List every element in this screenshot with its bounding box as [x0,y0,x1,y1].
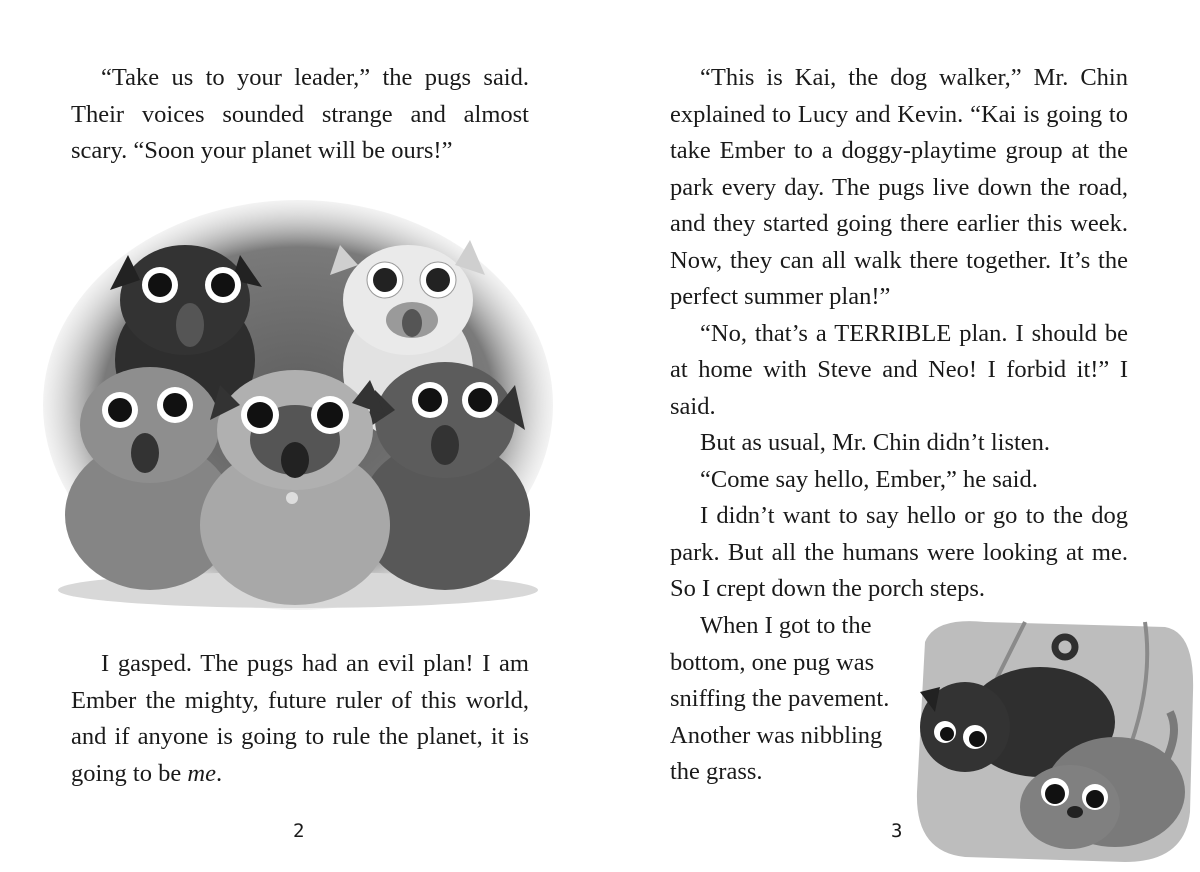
dark-gray-pug [360,362,530,590]
wrapped-line: sniffing the pavement. [670,685,890,712]
left-top-text [71,60,529,170]
wrapped-line: bottom, one pug was [670,648,875,676]
emphasis: me [187,759,216,787]
pugs-walking-illustration [905,612,1200,867]
wrapped-line: When I got to the [700,612,872,639]
right-text [670,60,1128,608]
paragraph: “No, that’s a TERRIBLE plan. I should be at home with Steve and Neo! I forbid it!” I said. [670,319,1128,420]
paragraph: I didn’t want to say hello or go to the dog park. But all the humans were looking at me. So I crept down the porch steps. [670,502,1128,602]
page-number: 3 [891,820,903,842]
page-number: 2 [293,820,305,842]
fawn-pug [200,370,390,605]
right-wrapped-text [670,608,910,791]
paragraph: I gasped. The pugs had an evil plan! I am Ember the mighty, future ruler of this world, and if anyone is going to rule the planet, it is going to be me. [71,650,529,787]
wrapped-line: Another was nibbling [670,721,883,749]
paragraph: “Take us to your leader,” the pugs said. Their voices sounded strange and almost scary. “Soon your planet will be ours!” [71,64,529,164]
paragraph: But as usual, Mr. Chin didn’t listen. [700,429,1051,456]
pugs-group-illustration [40,195,555,615]
paragraph: “Come say hello, Ember,” he said. [700,465,1038,493]
left-bottom-text [71,646,529,792]
wrapped-line: the grass. [670,758,763,785]
paragraph: “This is Kai, the dog walker,” Mr. Chin explained to Lucy and Kevin. “Kai is going to take Ember to a doggy-playtime group at the park every day. The pugs live down the road, and they started going there earlier this week. Now, they can all walk there together. It’s the perfect summer plan!” [670,64,1128,310]
